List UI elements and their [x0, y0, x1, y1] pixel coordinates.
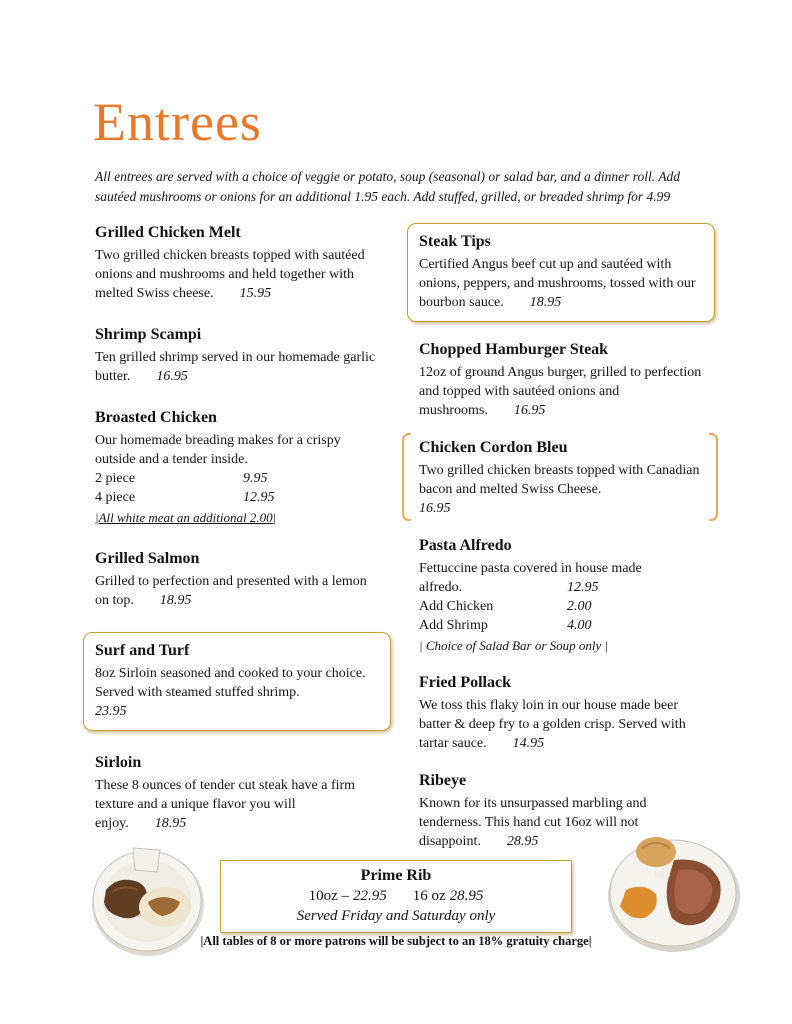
- menu-item-name: Steak Tips: [419, 232, 491, 250]
- menu-item-text: Certified Angus beef cut up and sautéed with onions, peppers, and mushrooms, tossed with our bourbon sauce.: [419, 256, 696, 310]
- menu-columns: [95, 223, 707, 869]
- menu-item-line: [95, 572, 383, 610]
- menu-item-price: 9.95: [243, 470, 268, 486]
- menu-item-note: |All white meat an additional 2.00|: [95, 509, 277, 525]
- menu-item-text: Our homemade breading makes for a crispy outside and a tender inside.: [95, 432, 341, 467]
- menu-item-name: Ribeye: [419, 771, 467, 789]
- menu-item-line: [419, 559, 707, 578]
- menu-item-price: 12.95: [243, 489, 275, 505]
- menu-item-price: 2.00: [567, 598, 592, 614]
- menu-item-text: alfredo.: [419, 579, 463, 595]
- menu-item-line: [419, 499, 707, 518]
- menu-item-price: 18.95: [159, 592, 192, 608]
- menu-item-line: [95, 664, 379, 702]
- horseradish-dollop: [654, 868, 670, 880]
- menu-item-text: 8oz Sirloin seasoned and cooked to your choice. Served with steamed stuffed shrimp.: [95, 665, 366, 700]
- menu-item-name: Grilled Chicken Melt: [95, 223, 241, 241]
- menu-item-line: [419, 616, 707, 635]
- menu-item-name: Surf and Turf: [95, 641, 190, 659]
- menu-item: [419, 340, 707, 420]
- menu-item-name: Broasted Chicken: [95, 408, 217, 426]
- menu-item-note: | Choice of Salad Bar or Soup only |: [419, 637, 609, 653]
- menu-item-line: [95, 469, 383, 488]
- menu-item-text: We toss this flaky loin in our house made beer batter & deep fry to a golden crisp. Served with tartar sauce.: [419, 697, 686, 751]
- menu-item: [407, 223, 715, 322]
- menu-column-left: [95, 223, 383, 869]
- menu-item-line: [95, 246, 383, 303]
- menu-item-line: [419, 597, 707, 616]
- bracket-left-icon: [402, 433, 411, 521]
- ramekin: [133, 848, 160, 872]
- menu-item-text: These 8 ounces of tender cut steak have a firm texture and a unique flavor you will enjoy.: [95, 777, 356, 831]
- menu-item: [83, 632, 391, 731]
- menu-item-price: 16.95: [419, 500, 451, 516]
- prime-rib-prices: [229, 886, 563, 906]
- menu-item: [95, 408, 383, 527]
- menu-item-text: Known for its unsurpassed marbling and tenderness. This hand cut 16oz will not disappoint.: [419, 795, 647, 849]
- menu-item-price: 28.95: [506, 833, 539, 849]
- menu-item-price: 14.95: [512, 735, 545, 751]
- prime-rib-availability: Served Friday and Saturday only: [296, 908, 496, 924]
- menu-item-price: 16.95: [513, 402, 546, 418]
- menu-item-name: Chicken Cordon Bleu: [419, 438, 568, 456]
- menu-item: [95, 325, 383, 386]
- menu-item-line: [419, 255, 703, 312]
- menu-item-line: [95, 348, 383, 386]
- menu-item: [419, 536, 707, 655]
- menu-item-line: [95, 488, 383, 507]
- menu-item-price: 16.95: [156, 368, 188, 384]
- menu-item-line: [95, 431, 383, 469]
- menu-item-name: Grilled Salmon: [95, 549, 200, 567]
- menu-column-right: [419, 223, 707, 869]
- menu-item-name: Shrimp Scampi: [95, 325, 202, 343]
- menu-item-text: 4 piece: [95, 489, 136, 505]
- menu-item-line: [419, 461, 707, 499]
- prime-rib-title: Prime Rib: [360, 867, 432, 884]
- gratuity-note: |All tables of 8 or more patrons will be subject to an 18% gratuity charge|: [200, 934, 592, 948]
- menu-item-price: 18.95: [154, 815, 187, 831]
- prime-rib-box: [220, 860, 572, 933]
- menu-item-name: Chopped Hamburger Steak: [419, 340, 609, 358]
- prime-rib-option-price: 22.95: [353, 888, 387, 904]
- menu-item-name: Sirloin: [95, 753, 142, 771]
- menu-item-name: Pasta Alfredo: [419, 536, 512, 554]
- menu-item-price: 18.95: [529, 294, 562, 310]
- page-title: Entrees: [93, 92, 262, 152]
- menu-item-line: [419, 696, 707, 753]
- menu-item-price: 23.95: [95, 703, 127, 719]
- menu-item-text: Two grilled chicken breasts topped with Canadian bacon and melted Swiss Cheese.: [419, 462, 700, 497]
- prime-rib-option-label: 16 oz: [412, 888, 446, 904]
- menu-item-text: Ten grilled shrimp served in our homemade garlic butter.: [95, 349, 376, 384]
- menu-item: [419, 673, 707, 753]
- menu-item-line: [419, 363, 707, 420]
- prime-rib-option-price: 28.95: [449, 888, 484, 904]
- menu-item-price: 15.95: [239, 285, 272, 301]
- menu-item-text: 12oz of ground Angus burger, grilled to perfection and topped with sautéed onions and mushrooms.: [419, 364, 702, 418]
- menu-item-price: 4.00: [567, 617, 592, 633]
- bracket-right-icon: [709, 433, 718, 521]
- menu-item-line: [95, 702, 379, 721]
- menu-item-text: Fettuccine pasta covered in house made: [419, 560, 642, 576]
- menu-item-text: Grilled to perfection and presented with a lemon on top.: [95, 573, 367, 608]
- menu-item: [419, 438, 707, 518]
- menu-item-name: Fried Pollack: [419, 673, 511, 691]
- menu-item-text: Two grilled chicken breasts topped with sautéed onions and mushrooms and held together with melted Swiss cheese.: [95, 247, 365, 301]
- menu-item: [95, 223, 383, 303]
- menu-item: [95, 753, 383, 833]
- menu-item: [95, 549, 383, 610]
- menu-item-text: Add Shrimp: [419, 617, 488, 633]
- menu-item-line: [419, 578, 707, 597]
- menu-item-price: 12.95: [567, 579, 599, 595]
- dinner-roll: [636, 837, 676, 867]
- menu-item-text: 2 piece: [95, 470, 136, 486]
- menu-item-line: [95, 776, 383, 833]
- menu-item-text: Add Chicken: [419, 598, 494, 614]
- intro-text: All entrees are served with a choice of veggie or potato, soup (seasonal) or salad bar, and a dinner roll. Add sautéed mushrooms or onions for an additional 1.95 each. Add stuffed, grilled, or breaded shrimp for 4.99: [95, 168, 681, 204]
- prime-rib-option-label: 10oz –: [308, 888, 349, 904]
